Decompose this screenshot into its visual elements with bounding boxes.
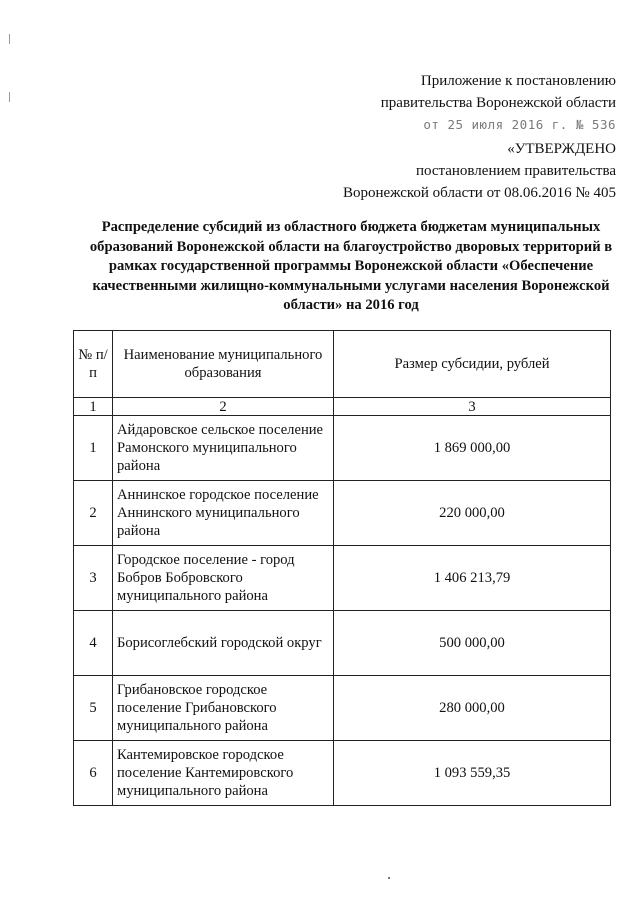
header-line-government: правительства Воронежской области [380,95,616,111]
municipality-name: Борисоглебский городской округ [113,611,334,676]
subsidy-amount: 1 869 000,00 [334,416,611,481]
subsidy-amount: 220 000,00 [334,481,611,546]
row-number: 6 [74,741,113,806]
municipality-name: Городское поселение - город Бобров Бобровского муниципального района [113,546,334,611]
table-row [74,611,611,676]
document-title: Распределение субсидий из областного бюджета бюджетам муниципальных образований Воронежской области на благоустройство дворовых территорий в рамках государственной программы Воронежской области «Обеспечение качественными жилищно-коммунальными услугами населения Воронежской области» на 2016 год [89,219,613,314]
row-number: 2 [74,481,113,546]
header-line-decree: постановлением правительства [415,163,616,179]
table-row [74,546,611,611]
subsidy-amount: 500 000,00 [334,611,611,676]
column-header-number: № п/п [74,331,113,398]
table-row [74,676,611,741]
header-line-region-date: Воронежской области от 08.06.2016 № 405 [342,185,616,201]
subsidy-amount: 1 093 559,35 [334,741,611,806]
scan-margin-mark-bottom [9,92,10,102]
row-number: 5 [74,676,113,741]
table-row [74,416,611,481]
row-number: 4 [74,611,113,676]
index-cell: 2 [113,398,334,416]
index-cell: 1 [74,398,113,416]
row-number: 3 [74,546,113,611]
column-header-municipality: Наименование муниципального образования [113,331,334,398]
municipality-name: Айдаровское сельское поселение Рамонского муниципального района [113,416,334,481]
subsidy-amount: 280 000,00 [334,676,611,741]
table-index-row [74,398,611,416]
column-header-amount: Размер субсидии, рублей [334,331,611,398]
subsidy-amount: 1 406 213,79 [334,546,611,611]
header-decree-stamp: от 25 июля 2016 г. № 536 [423,117,616,132]
row-number: 1 [74,416,113,481]
table-header-row [74,331,611,398]
scan-margin-mark-top [9,34,10,44]
header-line-appendix: Приложение к постановлению [420,73,616,89]
header-line-approved: «УТВЕРЖДЕНО [507,141,616,157]
index-cell: 3 [334,398,611,416]
table-row [74,481,611,546]
municipality-name: Кантемировское городское поселение Кантемировского муниципального района [113,741,334,806]
table-row [74,741,611,806]
approval-header [343,70,616,204]
municipality-name: Аннинское городское поселение Аннинского муниципального района [113,481,334,546]
scan-speck [388,877,390,879]
subsidy-table [73,330,611,806]
municipality-name: Грибановское городское поселение Грибановского муниципального района [113,676,334,741]
